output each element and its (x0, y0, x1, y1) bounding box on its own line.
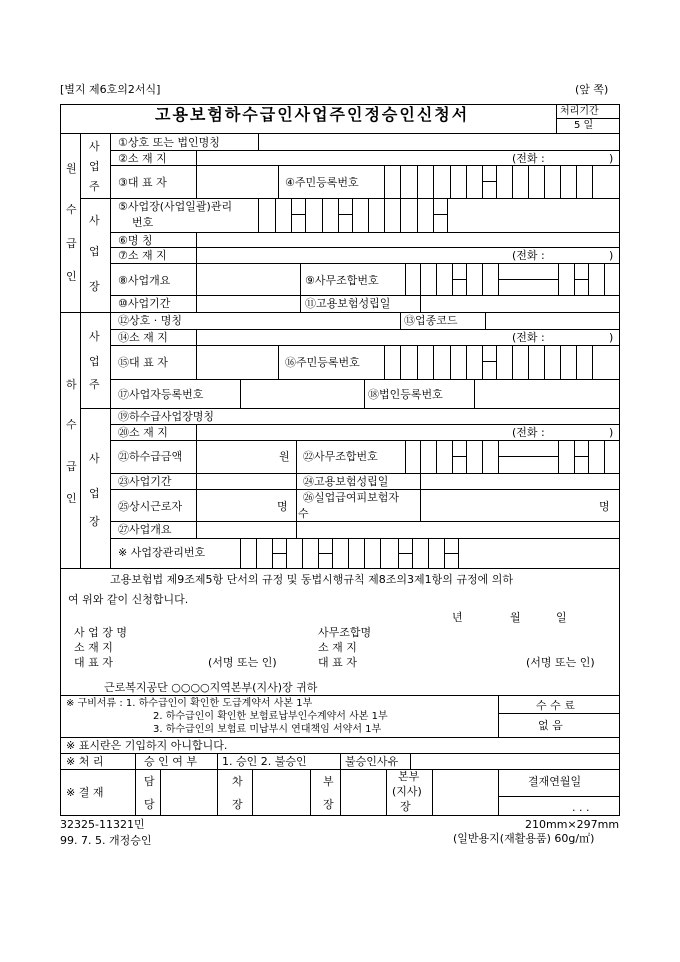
processing-label: 처리기간 (560, 106, 599, 117)
phone-close-3: ) (609, 331, 614, 344)
field-10-label: ⑩사업기간 (118, 297, 171, 310)
owner-label-1: 사 (89, 140, 100, 153)
field-11-label: ⑪고용보험성립일 (305, 297, 391, 310)
field-25-unit: 명 (277, 500, 288, 513)
applicant-label-1: 원 (66, 162, 77, 175)
approval-c3-a: 부 (323, 775, 334, 788)
form-code: [별지 제6호의2서식] (60, 83, 161, 96)
field-5-label-b: 번호 (132, 216, 154, 229)
field-23-label: ㉓사업기간 (118, 475, 172, 488)
field-15-label: ⑮대 표 자 (118, 356, 168, 369)
sub-label-4: 인 (66, 492, 77, 505)
sub-label-3: 급 (66, 460, 77, 473)
field-20-label: ⑳소 재 지 (118, 426, 168, 439)
processing-row-label: ※ 처 리 (66, 755, 104, 768)
left-sign-address: 소 재 지 (74, 641, 113, 654)
approval-c4-c: 장 (400, 800, 411, 813)
documents-item-1: ※ 구비서류 : 1. 하수급인이 확인한 도급계약서 사본 1부 (66, 698, 313, 709)
field-2-label: ②소 재 지 (118, 152, 167, 165)
notice-text: ※ 표시란은 기입하지 아니합니다. (66, 739, 228, 752)
right-sign-seal: (서명 또는 인) (526, 656, 595, 669)
phone-label-3: (전화 : (512, 331, 545, 344)
field-13-label: ⑬업종코드 (404, 314, 458, 327)
left-sign-seal: (서명 또는 인) (208, 656, 277, 669)
field-16-label: ⑯주민등록번호 (285, 356, 360, 369)
processing-value: 5 일 (574, 120, 594, 131)
owner-label-3: 주 (89, 180, 100, 193)
applicant-label-2: 수 (66, 203, 77, 216)
field-19-label: ⑲하수급사업장명칭 (118, 410, 215, 423)
right-sign-rep: 대 표 자 (318, 656, 357, 669)
approval-date-label: 결재연월일 (528, 775, 582, 788)
field-27-label: ㉗사업개요 (118, 523, 172, 536)
field-26-label-a: ㉖실업급여피보험자 (303, 491, 400, 504)
approval-c3-b: 장 (323, 798, 334, 811)
workplace2-label-1: 사 (89, 452, 100, 465)
field-1-label: ①상호 또는 법인명칭 (118, 136, 220, 149)
workplace-label-2: 업 (89, 245, 100, 258)
applicant-label-4: 인 (66, 270, 77, 283)
footer-paper: (일반용지(재활용품) 60g/㎡) (453, 832, 595, 845)
approval-c4-a: 본부 (398, 770, 420, 783)
field-18-label: ⑱법인등록번호 (368, 388, 443, 401)
field-9-label: ⑨사무조합번호 (305, 274, 379, 287)
field-17-label: ⑰사업자등록번호 (118, 388, 204, 401)
field-22-label: ㉒사무조합번호 (303, 450, 378, 463)
sub-label-1: 하 (66, 378, 77, 391)
workplace-label-1: 사 (89, 214, 100, 227)
workplace-label-3: 장 (89, 280, 100, 293)
left-sign-name: 사 업 장 명 (74, 626, 127, 639)
form-title: 고용보험하수급인사업주인정승인신청서 (155, 105, 470, 124)
approval-c2-a: 차 (232, 775, 243, 788)
left-sign-rep: 대 표 자 (74, 656, 113, 669)
field-12-label: ⑫상호 · 명칭 (118, 314, 182, 327)
owner2-label-2: 업 (89, 355, 100, 368)
phone-label-1: (전화 : (512, 152, 545, 165)
documents-item-2: 2. 하수급인이 확인한 보험료납부인수계약서 사본 1부 (153, 711, 388, 722)
approval-options: 1. 승인 2. 불승인 (222, 755, 307, 768)
rejection-reason-label: 불승인사유 (345, 755, 399, 768)
date-month: 월 (510, 611, 521, 624)
field-24-label: ㉔고용보험성립일 (303, 475, 389, 488)
field-21-unit: 원 (279, 450, 290, 463)
sub-label-2: 수 (66, 418, 77, 431)
phone-label-4: (전화 : (512, 426, 545, 439)
phone-label-2: (전화 : (512, 249, 545, 262)
field-28-label: ※ 사업장관리번호 (118, 546, 206, 559)
field-5-label-a: ⑤사업장(사업일괄)관리 (118, 200, 233, 213)
field-4-label: ④주민등록번호 (285, 176, 359, 189)
right-sign-name: 사무조합명 (318, 626, 372, 639)
footer-approved: 99. 7. 5. 개정승인 (60, 834, 152, 847)
fee-value: 없 음 (538, 719, 563, 732)
owner-label-2: 업 (89, 160, 100, 173)
footer-code: 32325-11321민 (60, 818, 145, 831)
workplace2-label-3: 장 (89, 515, 100, 528)
field-14-label: ⑭소 재 지 (118, 331, 168, 344)
statement-line-2: 여 위와 같이 신청합니다. (68, 593, 189, 606)
applicant-label-3: 급 (66, 237, 77, 250)
addressee: 근로복지공단 ○○○○지역본부(지사)장 귀하 (104, 681, 318, 694)
phone-close-2: ) (609, 249, 614, 262)
field-7-label: ⑦소 재 지 (118, 249, 167, 262)
page-side: (앞 쪽) (575, 83, 609, 96)
approval-c1-a: 담 (144, 775, 155, 788)
workplace2-label-2: 업 (89, 487, 100, 500)
right-sign-address: 소 재 지 (318, 641, 357, 654)
approval-row-label: ※ 결 재 (66, 786, 104, 799)
fee-label: 수 수 료 (536, 699, 575, 712)
approval-c1-b: 당 (144, 798, 155, 811)
owner2-label-3: 주 (89, 378, 100, 391)
approval-date-dots: . . . (572, 801, 590, 814)
phone-close-1: ) (609, 152, 614, 165)
field-26-unit: 명 (599, 500, 610, 513)
field-21-label: ㉑하수급금액 (118, 450, 183, 463)
statement-line-1: 고용보험법 제9조제5항 단서의 규정 및 동법시행규칙 제8조의3제1항의 규정에 의하 (110, 573, 513, 586)
approval-c2-b: 장 (232, 798, 243, 811)
field-6-label: ⑥명 칭 (118, 234, 153, 247)
date-day: 일 (556, 611, 567, 624)
field-3-label: ③대 표 자 (118, 176, 167, 189)
date-year: 년 (452, 611, 463, 624)
approval-status-label: 승 인 여 부 (144, 755, 197, 768)
owner2-label-1: 사 (89, 330, 100, 343)
field-25-label: ㉕상시근로자 (118, 500, 183, 513)
footer-size: 210mm×297mm (525, 818, 620, 831)
field-8-label: ⑧사업개요 (118, 274, 171, 287)
approval-c4-b: (지사) (392, 785, 422, 798)
field-26-label-b: 수 (298, 507, 309, 520)
phone-close-4: ) (609, 426, 614, 439)
documents-item-3: 3. 하수급인의 보험료 미납부시 연대책임 서약서 1부 (153, 724, 382, 735)
